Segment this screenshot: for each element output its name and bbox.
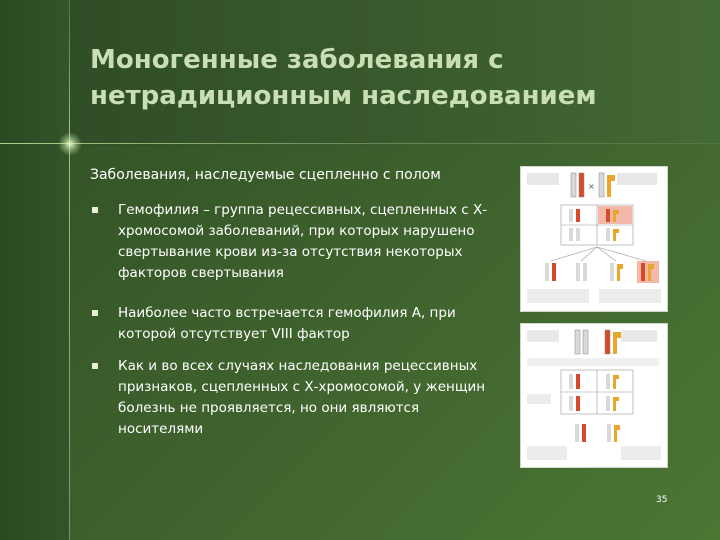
inheritance-diagram-graphic	[521, 167, 667, 311]
chromosome-x	[599, 173, 604, 197]
inheritance-diagram-graphic	[521, 324, 667, 467]
slide-title: Моногенные заболевания с нетрадиционным наследованием	[90, 45, 597, 111]
chromosome-x-affected	[605, 330, 610, 354]
bullet-text: Наиболее часто встречается гемофилия А, при которой отсутствует VIII фактор	[118, 305, 456, 342]
square-bullet-icon	[92, 207, 98, 213]
square-bullet-icon	[92, 363, 98, 369]
bullet-item	[90, 200, 500, 284]
parent-label-mark	[617, 173, 657, 185]
bullet-text: Как и во всех случаях наследования рецессивных признаков, сцепленных с Х-хромосомой, у женщин болезнь не проявляется, но они являются носителями	[118, 358, 486, 437]
bullet-text: Гемофилия – группа рецессивных, сцепленных с Х-хромосомой заболеваний, при которых нарушено свертывание крови из-за отсутствия некоторых факторов свертывания	[118, 202, 488, 281]
offspring-label-mark	[599, 289, 661, 303]
parent-label-mark	[527, 173, 559, 185]
parent-label-mark	[527, 330, 559, 342]
left-band	[0, 0, 70, 540]
square-bullet-icon	[92, 310, 98, 316]
bullet-item	[90, 356, 500, 440]
slide-subtitle: Заболевания, наследуемые сцепленно с полом	[90, 167, 441, 183]
cross-symbol: ×	[588, 182, 595, 191]
parent-label-mark	[621, 330, 657, 342]
chromosome-x	[571, 173, 576, 197]
inheritance-diagram-carrier-mother	[520, 166, 668, 312]
decorative-glow	[58, 132, 82, 156]
chromosome-x	[583, 330, 588, 354]
chromosome-y	[613, 332, 621, 354]
offspring-label-mark	[527, 289, 589, 303]
page-number: 35	[656, 495, 668, 505]
bullet-item	[90, 303, 500, 345]
inheritance-diagram-affected-father	[520, 323, 668, 468]
offspring-label-mark	[621, 446, 661, 460]
chromosome-x	[575, 330, 580, 354]
decorative-vertical-line	[69, 0, 70, 540]
offspring-label-mark	[527, 446, 567, 460]
chromosome-y	[607, 175, 615, 197]
chromosome-x-affected	[579, 173, 584, 197]
decorative-horizontal-line	[0, 143, 720, 144]
